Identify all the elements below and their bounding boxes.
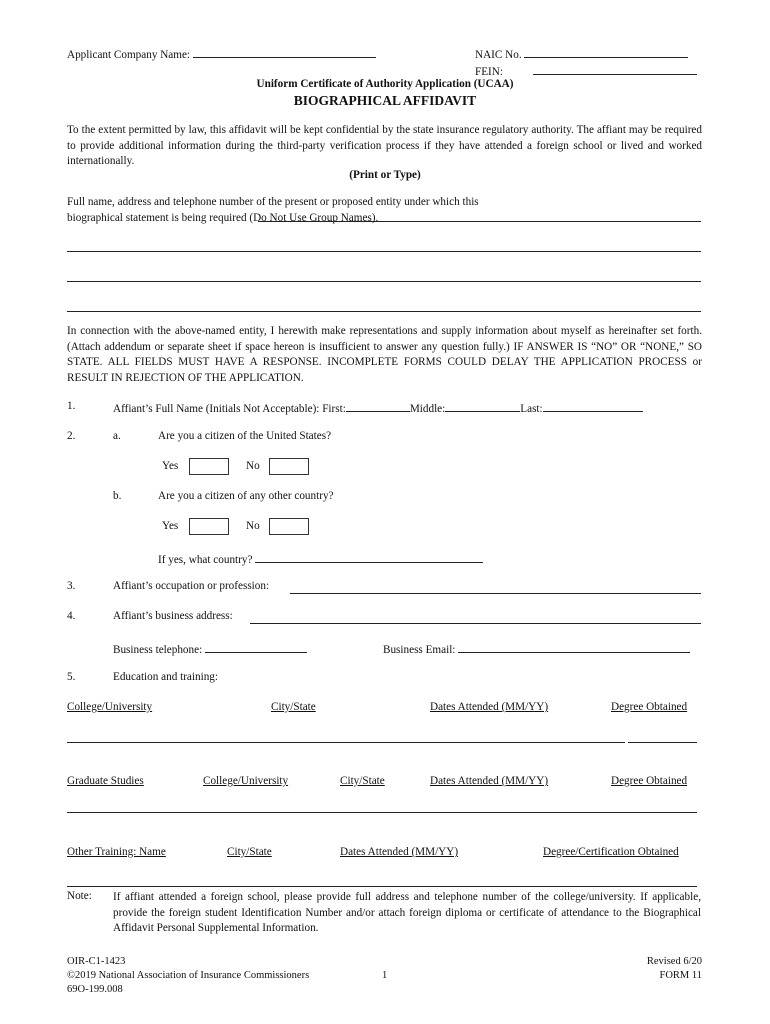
q3-label: Affiant’s occupation or profession: xyxy=(113,580,270,592)
applicant-company-field[interactable] xyxy=(193,46,376,58)
q2a-text: Are you a citizen of the United States? xyxy=(158,430,332,442)
fein-field[interactable] xyxy=(533,63,697,75)
college-header-city: City/State xyxy=(271,701,316,713)
q2b-no-label: No xyxy=(246,520,260,532)
q2b-text: Are you a citizen of any other country? xyxy=(158,490,334,502)
college-header-college: College/University xyxy=(67,701,153,713)
ucaa-title: Uniform Certificate of Authority Application (UCAA) xyxy=(256,78,514,90)
q2a-no-checkbox[interactable] xyxy=(269,458,309,475)
last-label: Last: xyxy=(520,403,543,415)
graduate-header-city: City/State xyxy=(340,775,385,787)
naic-label: NAIC No. xyxy=(475,46,688,61)
q1-number: 1. xyxy=(67,400,76,412)
q2a-yes-label: Yes xyxy=(162,460,179,472)
other-header-name: Other Training: Name xyxy=(67,846,166,858)
other-country-field[interactable] xyxy=(255,551,483,563)
occupation-field[interactable] xyxy=(290,593,701,594)
graduate-header-dates: Dates Attended (MM/YY) xyxy=(430,775,549,787)
other-header-dates: Dates Attended (MM/YY) xyxy=(340,846,459,858)
entity-line-2[interactable] xyxy=(67,281,701,282)
graduate-header-college: College/University xyxy=(203,775,289,787)
last-name-field[interactable] xyxy=(543,400,643,412)
entity-line-1[interactable] xyxy=(67,251,701,252)
other-entry-line[interactable] xyxy=(67,886,697,887)
q2b-if-yes: If yes, what country? xyxy=(158,551,483,566)
q5-label: Education and training: xyxy=(113,671,219,683)
q2b-yes-checkbox[interactable] xyxy=(189,518,229,535)
entity-line-3[interactable] xyxy=(67,311,701,312)
print-or-type: (Print or Type) xyxy=(349,169,421,181)
other-header-degree: Degree/Certification Obtained xyxy=(543,846,679,858)
business-telephone: Business telephone: xyxy=(113,641,307,656)
other-header-city: City/State xyxy=(227,846,272,858)
business-email: Business Email: xyxy=(383,641,690,656)
college-entry-line[interactable] xyxy=(67,742,625,743)
q2a-no-label: No xyxy=(246,460,260,472)
graduate-header-degree: Degree Obtained xyxy=(611,775,688,787)
q4-number: 4. xyxy=(67,610,76,622)
q2b-letter: b. xyxy=(113,490,122,502)
q4-label: Affiant’s business address: xyxy=(113,610,233,622)
college-header-degree: Degree Obtained xyxy=(611,701,688,713)
copyright: ©2019 National Association of Insurance Commissioners xyxy=(67,970,310,981)
graduate-entry-line[interactable] xyxy=(67,812,697,813)
business-address-field[interactable] xyxy=(250,623,701,624)
note-label: Note: xyxy=(67,890,92,902)
footer-right xyxy=(647,955,702,983)
business-telephone-field[interactable] xyxy=(205,641,307,653)
fein-label: FEIN: xyxy=(475,63,697,78)
confidential-paragraph: To the extent permitted by law, this affidavit will be kept confidential by the state insurance regulatory authority. The affiant may be required to provide additional information during the third-party verification process if they have attended a foreign school or lived and worked internationally. xyxy=(67,124,702,167)
q2-number: 2. xyxy=(67,430,76,442)
graduate-header-graduate: Graduate Studies xyxy=(67,775,144,787)
college-degree-line[interactable] xyxy=(628,742,697,743)
form-code: OIR-C1-1423 xyxy=(67,956,126,967)
page-number: 1 xyxy=(382,970,388,981)
representation-paragraph: In connection with the above-named entity, I herewith make representations and supply information about myself as hereinafter set forth. (Attach addendum or separate sheet if space hereon is insufficient to answer any question fully.) IF ANSWER IS “NO” OR “NONE,” SO STATE. ALL FIELDS MUST HAVE A RESPONSE. INCOMPLETE FORMS COULD DELAY THE APPLICATION PROCESS or RESULT IN REJECTION OF THE APPLICATION. xyxy=(67,325,702,384)
entity-line-inline[interactable] xyxy=(258,221,701,222)
q5-number: 5. xyxy=(67,671,76,683)
page-title: BIOGRAPHICAL AFFIDAVIT xyxy=(293,93,477,108)
q2a-yes-checkbox[interactable] xyxy=(189,458,229,475)
middle-name-field[interactable] xyxy=(445,400,520,412)
note-text: If affiant attended a foreign school, please provide full address and telephone number of the college/university. If applicable, provide the foreign student Identification Number and/or attach foreign diploma or certificate of attendance to the Biographical Affidavit Personal Supplemental Information. xyxy=(113,891,701,934)
q3-number: 3. xyxy=(67,580,76,592)
naic-field[interactable] xyxy=(524,46,688,58)
full-name-paragraph: Full name, address and telephone number of the present or proposed entity under which this biographical statement is being required (Do Not Use Group Names). xyxy=(67,196,479,224)
first-name-field[interactable] xyxy=(346,400,410,412)
middle-label: Middle: xyxy=(409,403,446,415)
rule-number: 69O-199.008 xyxy=(67,984,123,995)
q2a-letter: a. xyxy=(113,430,121,442)
q1-row xyxy=(113,400,643,415)
q2b-no-checkbox[interactable] xyxy=(269,518,309,535)
q2b-yes-label: Yes xyxy=(162,520,179,532)
q1-label: Affiant’s Full Name (Initials Not Acceptable): First: xyxy=(113,403,346,415)
form-number: FORM 11 xyxy=(659,970,702,981)
college-header-dates: Dates Attended (MM/YY) xyxy=(430,701,549,713)
footer-left xyxy=(67,955,309,997)
business-email-field[interactable] xyxy=(458,641,690,653)
applicant-company-label: Applicant Company Name: xyxy=(67,46,376,61)
revised-date: Revised 6/20 xyxy=(646,956,702,967)
